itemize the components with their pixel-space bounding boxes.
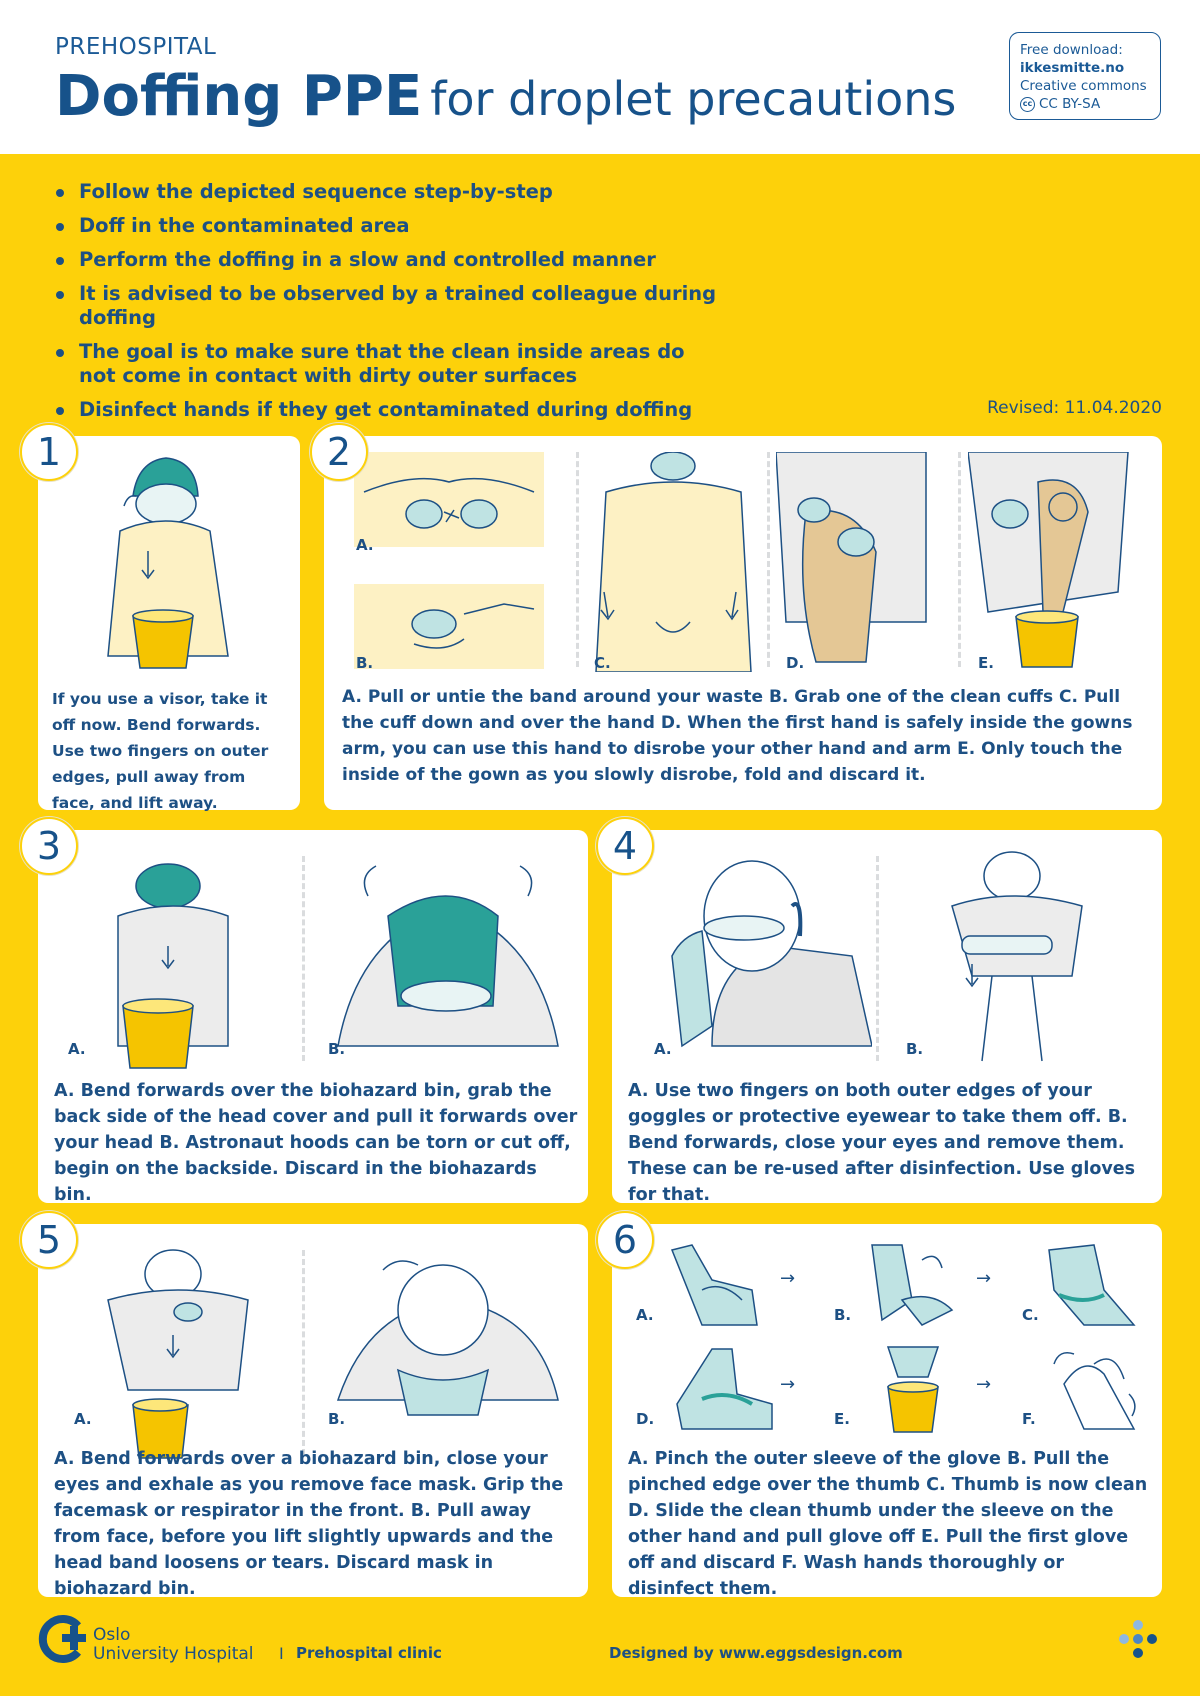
gown-discard-illustration xyxy=(968,452,1138,682)
instruction-item: Disinfect hands if they get contaminated during doffing xyxy=(55,398,775,422)
instruction-item: Follow the depicted sequence step-by-step xyxy=(55,180,775,204)
step-6-label-b: B. xyxy=(834,1306,852,1324)
step-4-label-a: A. xyxy=(654,1040,672,1058)
step-6-label-e: E. xyxy=(834,1410,850,1428)
gown-pull-illustration xyxy=(586,452,761,672)
title-light: for droplet precautions xyxy=(430,72,957,126)
step-6-arrow: → xyxy=(976,1268,992,1289)
footer-designer-link[interactable]: Designed by www.eggsdesign.com xyxy=(609,1644,903,1662)
step-4-text: A. Use two fingers on both outer edges of your goggles or protective eyewear to take them off. B. Bend forwards, close your eyes and remove them. These can be re-used after disinfection. Use gloves for that. xyxy=(628,1081,1136,1205)
oslo-hospital-logo-icon xyxy=(38,1614,88,1664)
instruction-item: The goal is to make sure that the clean inside areas do not come in contact with dirty outer surfaces xyxy=(55,340,695,388)
title-strong: Doffing PPE xyxy=(55,64,423,129)
header xyxy=(0,0,1200,154)
step-6-label-a: A. xyxy=(636,1306,654,1324)
instruction-item: Perform the doffing in a slow and controlled manner xyxy=(55,248,775,272)
license-cc-text: CC BY-SA xyxy=(1039,96,1101,112)
license-cc xyxy=(1020,95,1150,113)
step-5-label-b: B. xyxy=(328,1410,346,1428)
goggles-removal-illustration xyxy=(652,846,872,1076)
step-3-panel xyxy=(38,830,588,1203)
bend-goggles-illustration xyxy=(932,846,1112,1076)
gown-disrobe-illustration xyxy=(776,452,946,672)
license-line1: Free download: xyxy=(1020,42,1123,58)
creative-commons-icon: cc xyxy=(1020,97,1035,112)
step-2-divider xyxy=(767,452,770,667)
mask-removal-bend-illustration xyxy=(88,1240,288,1470)
gown-cuff-illustration xyxy=(354,584,544,674)
step-6-text: A. Pinch the outer sleeve of the glove B. Pull the pinched edge over the thumb C. Thumb is now clean D. Slide the clean thumb under the sleeve on the other hand and pull glove off E. Pull the first glove off and discard F. Wash hands thoroughly or disinfect them. xyxy=(628,1449,1148,1599)
hand-wash-illustration xyxy=(1044,1344,1144,1434)
step-2-label-e: E. xyxy=(978,654,994,672)
step-3-text: A. Bend forwards over the biohazard bin, grab the back side of the head cover and pull it forwards over your head B. Astronaut hoods can be torn or cut off, begin on the backside. Discard in the biohazards bin. xyxy=(54,1081,578,1205)
glove-pinch-illustration xyxy=(662,1240,772,1330)
step-6-label-c: C. xyxy=(1022,1306,1039,1324)
step-1-text: If you use a visor, take it off now. Bend forwards. Use two fingers on outer edges, pull away from face, and lift away. xyxy=(52,690,269,812)
step-5-text: A. Bend forwards over a biohazard bin, close your eyes and exhale as you remove face mask. Grip the facemask or respirator in the front. B. Pull away from face, before you lift slightly upwards and the head band loosens or tears. Discard mask in biohazard bin. xyxy=(54,1449,564,1599)
gown-band-illustration xyxy=(354,452,544,552)
step-2-divider xyxy=(576,452,579,667)
instruction-item: It is advised to be observed by a trained colleague during doffing xyxy=(55,282,775,330)
step-2-label-c: C. xyxy=(594,654,611,672)
step-1-panel xyxy=(38,436,300,810)
clean-thumb-illustration xyxy=(1044,1240,1144,1330)
step-1-number: 1 xyxy=(20,423,78,481)
step-6-label-f: F. xyxy=(1022,1410,1036,1428)
step-3-number: 3 xyxy=(20,817,78,875)
footer-org-line1: Oslo xyxy=(93,1625,131,1645)
step-2-divider xyxy=(958,452,961,667)
step-3-label-b: B. xyxy=(328,1040,346,1058)
step-3-label-a: A. xyxy=(68,1040,86,1058)
step-2-label-b: B. xyxy=(356,654,374,672)
license-box xyxy=(1009,32,1161,120)
step-6-number: 6 xyxy=(596,1211,654,1269)
step-2-number: 2 xyxy=(310,423,368,481)
step-5-panel xyxy=(38,1224,588,1597)
step-2-label-a: A. xyxy=(356,536,374,554)
step-5-number: 5 xyxy=(20,1211,78,1269)
step-6-panel xyxy=(612,1224,1162,1597)
instruction-item: Doff in the contaminated area xyxy=(55,214,775,238)
step-4-panel xyxy=(612,830,1162,1203)
head-cover-removal-illustration xyxy=(78,846,278,1086)
step-2-label-d: D. xyxy=(786,654,805,672)
footer-org xyxy=(93,1626,254,1664)
glove-discard-illustration xyxy=(868,1342,958,1437)
page-title xyxy=(55,64,956,129)
footer-org-line2: University Hospital xyxy=(93,1644,254,1664)
header-kicker: PREHOSPITAL xyxy=(55,34,217,60)
astronaut-hood-illustration xyxy=(328,846,568,1066)
revised-date: Revised: 11.04.2020 xyxy=(987,398,1162,418)
eggs-design-dots-icon xyxy=(1116,1619,1164,1667)
glove-thumb-illustration xyxy=(862,1240,972,1330)
step-6-arrow: → xyxy=(780,1374,796,1395)
footer-clinic: Prehospital clinic xyxy=(296,1644,442,1662)
step-6-arrow: → xyxy=(780,1268,796,1289)
mask-pull-away-illustration xyxy=(328,1240,568,1440)
license-site-link[interactable]: ikkesmitte.no xyxy=(1020,60,1125,76)
step-4-label-b: B. xyxy=(906,1040,924,1058)
step-3-divider xyxy=(302,856,305,1061)
instructions-list xyxy=(55,180,775,432)
license-line3: Creative commons xyxy=(1020,78,1147,94)
step-2-text: A. Pull or untie the band around your waste B. Grab one of the clean cuffs C. Pull the cuff down and over the hand D. When the first hand is safely inside the gowns arm, you can use this hand to disrobe your other hand and arm E. Only touch the inside of the gown as you slowly disrobe, fold and discard it. xyxy=(342,687,1133,785)
footer-separator: I xyxy=(279,1644,284,1663)
glove-slide-illustration xyxy=(672,1344,782,1434)
step-4-divider xyxy=(876,856,879,1061)
visor-removal-illustration xyxy=(38,436,300,686)
step-5-divider xyxy=(302,1250,305,1455)
step-2-panel xyxy=(324,436,1162,810)
step-4-number: 4 xyxy=(596,817,654,875)
step-5-label-a: A. xyxy=(74,1410,92,1428)
step-6-arrow: → xyxy=(976,1374,992,1395)
step-6-label-d: D. xyxy=(636,1410,655,1428)
